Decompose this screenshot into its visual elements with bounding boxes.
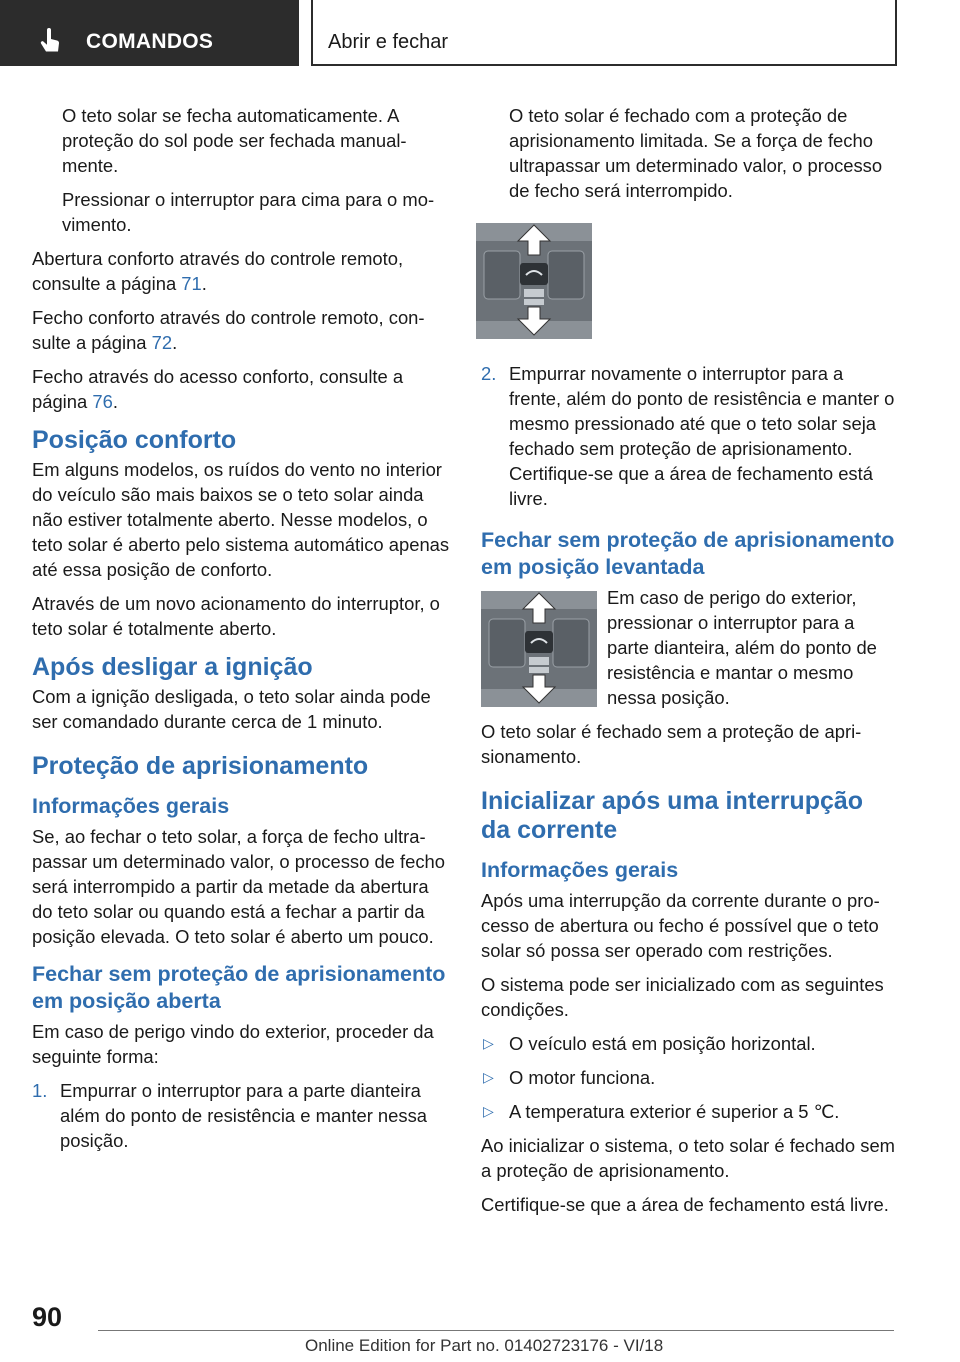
heading-fechar-levantada: Fechar sem proteção de aprisionamento em posição levantada bbox=[481, 528, 895, 579]
heading-inicializar: Inicializar após uma interrupção da corrente bbox=[481, 787, 864, 844]
paragraph: Certifique-se que a área de fechamento está livre. bbox=[481, 1194, 889, 1215]
step-text: Empurrar novamente o interruptor para a frente, além do ponto de resistência e manter o mesmo pressionado até que o teto solar seja fechado sem proteção de aprisionamento. Certifique-se que a área de fechamento está livre. bbox=[509, 363, 895, 509]
right-column bbox=[481, 103, 897, 1226]
paragraph: Se, ao fechar o teto solar, a força de fecho ultrapassar um determinado valor, o processo de fecho será interrompido a partir da metade da abertura do teto solar ou quando está a fechar a partir da posição elevada. O teto solar é aberto um pouco. bbox=[32, 826, 445, 947]
triangle-bullet-icon: ▷ bbox=[483, 1103, 494, 1119]
footer-edition: Online Edition for Part no. 01402723176 - VI/18 bbox=[305, 1336, 664, 1355]
heading-protecao: Proteção de aprisionamento bbox=[32, 752, 369, 780]
section-label: COMANDOS bbox=[86, 30, 214, 53]
page-topic-box bbox=[311, 0, 897, 66]
bullet-item bbox=[481, 1065, 897, 1090]
bullet-text: O veículo está em posição horizontal. bbox=[509, 1033, 816, 1054]
step-text: Empurrar o interruptor para a parte dianteira além do ponto de resistência e manter nessa posição. bbox=[60, 1080, 428, 1151]
page-link[interactable]: 71 bbox=[181, 273, 202, 294]
paragraph: Em caso de perigo vindo do exterior, proceder da seguinte forma: bbox=[32, 1021, 434, 1067]
roof-switch-image bbox=[481, 591, 597, 707]
bullet-text: A temperatura exterior é superior a 5 ℃. bbox=[509, 1101, 840, 1122]
page-link[interactable]: 72 bbox=[151, 332, 173, 353]
paragraph: Após uma interrupção da corrente durante o processo de abertura ou fecho é possível que o teto solar só possa ser operado com restrições. bbox=[481, 890, 880, 961]
heading-informacoes-gerais: Informações gerais bbox=[32, 794, 230, 818]
paragraph: O teto solar se fecha automaticamente. A proteção do sol pode ser fechada manualmente. bbox=[62, 105, 407, 176]
triangle-bullet-icon: ▷ bbox=[483, 1035, 494, 1051]
paragraph: O teto solar é fechado com a proteção de aprisionamento limitada. Se a força de fecho ultrapassar um determinado valor, o processo de fecho será interrompido. bbox=[509, 105, 883, 201]
hand-pointer-icon bbox=[40, 28, 62, 54]
page-number: 90 bbox=[32, 1302, 63, 1332]
levantada-block bbox=[481, 585, 897, 719]
bullet-item bbox=[481, 1099, 897, 1124]
paragraph: Fecho através do acesso conforto, consulte a página 76. bbox=[32, 366, 404, 412]
roof-switch-image bbox=[476, 223, 592, 339]
paragraph: Através de um novo acionamento do interruptor, o teto solar é totalmente aberto. bbox=[32, 593, 440, 639]
heading-fechar-aberta: Fechar sem proteção de aprisionamento em posição aberta bbox=[32, 962, 446, 1013]
paragraph: Ao inicializar o sistema, o teto solar é fechado sem a proteção de aprisionamento. bbox=[481, 1135, 895, 1181]
triangle-bullet-icon: ▷ bbox=[483, 1069, 494, 1085]
paragraph: O teto solar é fechado sem a proteção de aprisionamento. bbox=[481, 721, 862, 767]
step-item bbox=[32, 1078, 450, 1153]
paragraph: Em caso de perigo do exterior, pressionar o interruptor para a parte dianteira, além do ponto de resistência e mantar o mesmo nessa posição. bbox=[607, 587, 877, 708]
step-number: 2. bbox=[481, 363, 497, 384]
footer-divider bbox=[98, 1330, 894, 1331]
step-item bbox=[481, 361, 897, 511]
bullet-item bbox=[481, 1031, 897, 1056]
step-number: 1. bbox=[32, 1080, 48, 1101]
bullet-text: O motor funciona. bbox=[509, 1067, 656, 1088]
paragraph: Abertura conforto através do controle remoto, consulte a página 71. bbox=[32, 248, 404, 294]
paragraph: Pressionar o interruptor para cima para o movimento. bbox=[62, 189, 435, 235]
page-link[interactable]: 76 bbox=[92, 391, 113, 412]
paragraph: Fecho conforto através do controle remoto, consulte a página 72. bbox=[32, 307, 425, 353]
page-topic: Abrir e fechar bbox=[328, 31, 449, 53]
left-column bbox=[32, 103, 450, 1162]
paragraph: Com a ignição desligada, o teto solar ainda pode ser comandado durante cerca de 1 minuto. bbox=[32, 686, 431, 732]
paragraph: Em alguns modelos, os ruídos do vento no interior do veículo são mais baixos se o teto solar ainda não estiver totalmente aberto. Nesse modelos, o teto solar é aberto pelo sistema automático apenas até essa posição de conforto. bbox=[32, 459, 450, 580]
heading-posicao-conforto: Posição conforto bbox=[32, 426, 237, 454]
heading-apos-desligar: Após desligar a ignição bbox=[32, 653, 313, 681]
section-tab bbox=[0, 0, 299, 66]
paragraph: O sistema pode ser inicializado com as seguintes condições. bbox=[481, 974, 884, 1020]
heading-informacoes-gerais: Informações gerais bbox=[481, 858, 679, 882]
